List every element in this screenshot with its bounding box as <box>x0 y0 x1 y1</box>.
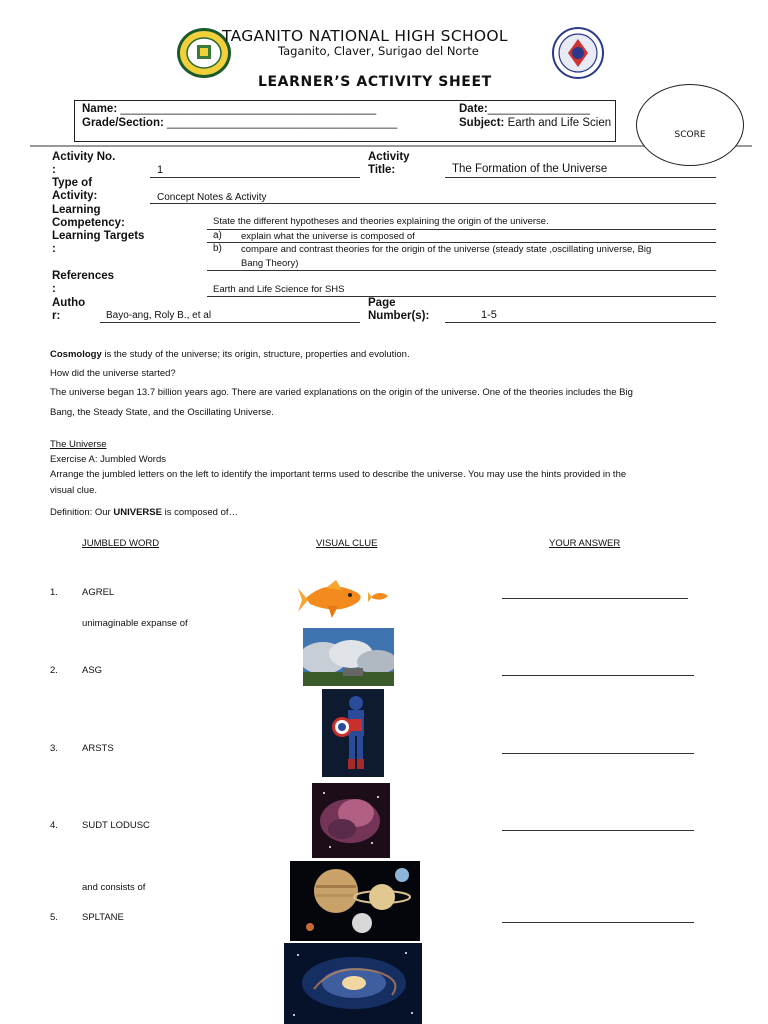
target-a: explain what the universe is composed of <box>241 231 415 242</box>
intro-para-line-1: The universe began 13.7 billion years ago. There are varied explanations on the origin of the universe. One of the theories includes the Big <box>50 387 633 398</box>
jumbled-word: SUDT LODUSC <box>82 820 150 831</box>
name-field[interactable] <box>82 103 376 115</box>
subject-label: Subject: <box>459 117 505 129</box>
cosmology-definition: Cosmology is the study of the universe; its origin, structure, properties and evolution. <box>50 349 410 360</box>
pages-value: 1-5 <box>481 309 497 321</box>
captain-america-image <box>322 689 384 777</box>
author-line <box>100 322 360 323</box>
smoke-clouds-image <box>303 628 394 686</box>
competency-label: Learning Competency: <box>52 204 125 229</box>
date-line: ________________ <box>487 103 591 115</box>
targets-label: Learning Targets : <box>52 230 145 255</box>
item-number: 2. <box>50 665 58 676</box>
planets-image <box>290 861 420 941</box>
references-line <box>207 296 716 297</box>
school-address: Taganito, Claver, Surigao del Norte <box>278 44 479 58</box>
nebula-image <box>312 783 390 858</box>
grade-label: Grade/Section: <box>82 117 164 129</box>
activity-title-label: Activity Title: <box>368 151 410 176</box>
school-name: TAGANITO NATIONAL HIGH SCHOOL <box>222 27 508 45</box>
targets-line <box>207 270 716 271</box>
answer-line[interactable] <box>502 753 694 754</box>
intro-para-line-2: Bang, the Steady State, and the Oscillating Universe. <box>50 407 274 418</box>
item-number: 4. <box>50 820 58 831</box>
activity-no-label: Activity No. : <box>52 151 116 176</box>
score-oval <box>636 84 744 166</box>
subject-value: Earth and Life Scien <box>507 117 612 129</box>
universe-definition: Definition: Our UNIVERSE is composed of… <box>50 507 238 518</box>
goldfish-image <box>298 576 394 622</box>
grade-line: ____________________________________ <box>167 117 398 129</box>
score-label: SCORE <box>674 130 706 140</box>
competency-value: State the different hypotheses and theories explaining the origin of the universe. <box>213 216 549 227</box>
subject-field <box>459 117 635 129</box>
jumbled-word: ARSTS <box>82 743 114 754</box>
note-consists: and consists of <box>82 882 146 893</box>
intro-question: How did the universe started? <box>50 368 176 379</box>
competency-line <box>207 229 716 230</box>
date-label: Date: <box>459 103 488 115</box>
sheet-title: LEARNER’S ACTIVITY SHEET <box>258 74 492 90</box>
name-line: ________________________________________ <box>120 103 377 115</box>
target-b-line-2: Bang Theory) <box>241 258 299 269</box>
author-label: Autho r: <box>52 297 86 322</box>
author-value: Bayo-ang, Roly B., et al <box>106 310 212 321</box>
target-a-line <box>207 242 716 243</box>
grade-section-field[interactable] <box>82 117 397 129</box>
col-your-answer: YOUR ANSWER <box>549 538 621 549</box>
answer-line[interactable] <box>502 675 694 676</box>
item-number: 3. <box>50 743 58 754</box>
target-b-marker: b) <box>213 243 222 254</box>
type-line <box>150 203 716 204</box>
item-number: 5. <box>50 912 58 923</box>
activity-no-value: 1 <box>157 164 164 176</box>
date-field[interactable] <box>459 103 590 115</box>
answer-line[interactable] <box>502 922 694 923</box>
jumbled-word: ASG <box>82 665 103 676</box>
deped-seal-icon <box>551 27 605 79</box>
activity-title-line <box>445 177 716 178</box>
target-b-line-1: compare and contrast theories for the origin of the universe (steady state ,oscillating universe, Big <box>241 244 652 255</box>
type-value: Concept Notes & Activity <box>157 192 267 203</box>
spiral-galaxy-image <box>284 943 422 1024</box>
pages-label: Page Number(s): <box>368 297 430 322</box>
references-value: Earth and Life Science for SHS <box>213 284 345 295</box>
jumbled-word: AGREL <box>82 587 115 598</box>
answer-line[interactable] <box>502 830 694 831</box>
exercise-instructions-1: Arrange the jumbled letters on the left to identify the important terms used to describe the universe. You may use the hints provided in the <box>50 469 627 480</box>
note-unimaginable: unimaginable expanse of <box>82 618 188 629</box>
type-label: Type of Activity: <box>52 177 98 202</box>
section-title: The Universe <box>50 439 107 450</box>
col-visual-clue: VISUAL CLUE <box>316 538 378 549</box>
name-label: Name: <box>82 103 118 115</box>
answer-line[interactable] <box>502 598 688 599</box>
activity-no-line <box>150 177 360 178</box>
references-label: References : <box>52 270 115 295</box>
col-jumbled-word: JUMBLED WORD <box>82 538 160 549</box>
activity-title-value: The Formation of the Universe <box>452 163 608 175</box>
item-number: 1. <box>50 587 58 598</box>
exercise-title: Exercise A: Jumbled Words <box>50 454 166 465</box>
pages-line <box>445 322 716 323</box>
target-a-marker: a) <box>213 230 222 241</box>
exercise-instructions-2: visual clue. <box>50 485 97 496</box>
jumbled-word: SPLTANE <box>82 912 124 923</box>
